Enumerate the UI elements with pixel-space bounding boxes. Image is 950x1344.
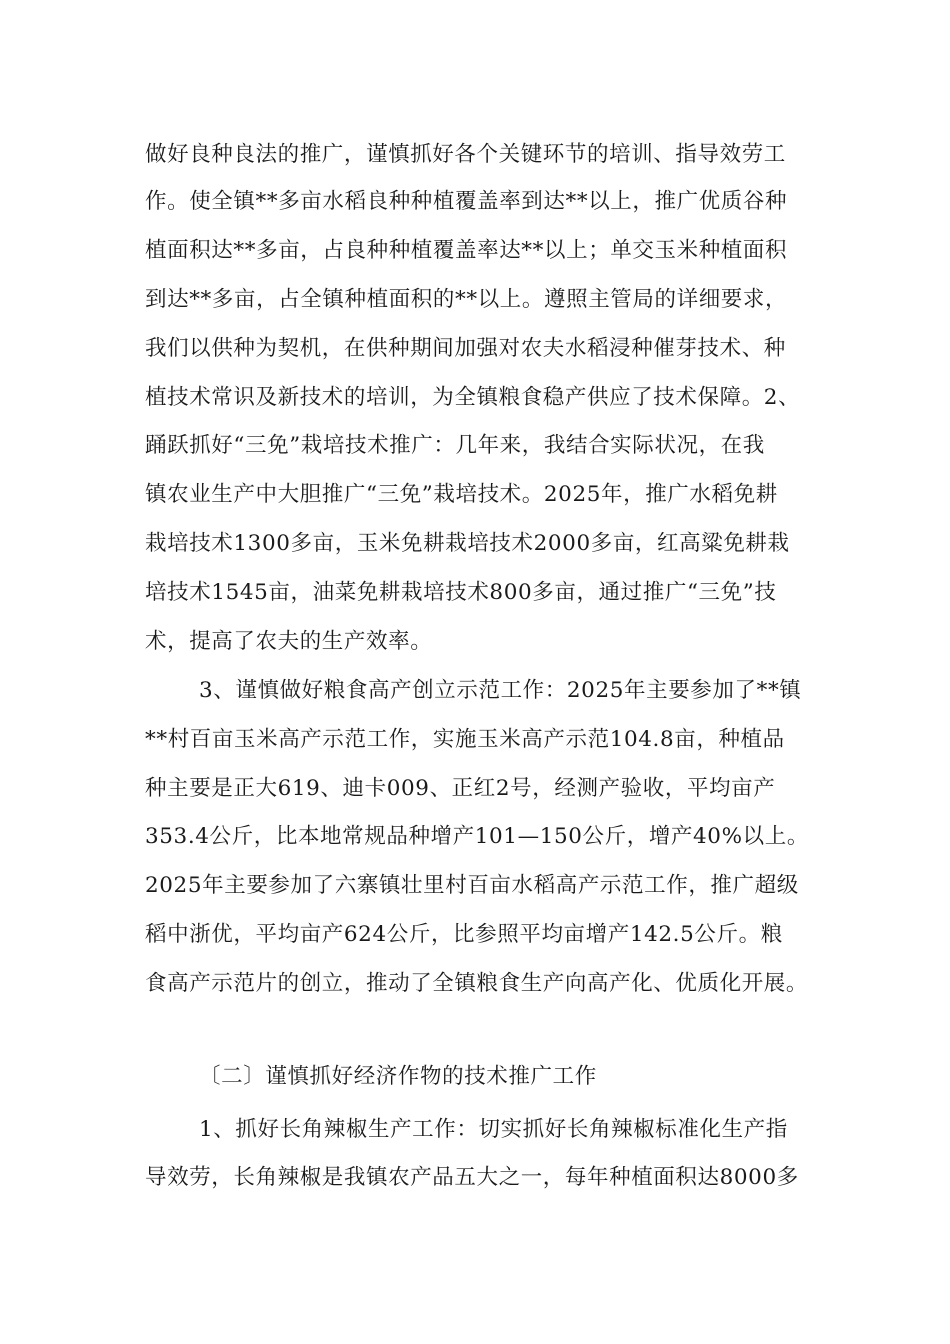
paragraph-start-line: 1、抓好长角辣椒生产工作：切实抓好长角辣椒标准化生产指 xyxy=(199,1117,788,1142)
body-text-line: 植面积达**多亩，占良种种植覆盖率达**以上；单交玉米种植面积 xyxy=(145,238,788,263)
body-text-line: 2025年主要参加了六寨镇壮里村百亩水稻高产示范工作，推广超级 xyxy=(145,873,799,898)
section-heading: 〔二〕谨慎抓好经济作物的技术推广工作 xyxy=(199,1064,597,1089)
body-text-line: 种主要是正大619、迪卡009、正红2号，经测产验收，平均亩产 xyxy=(145,776,776,801)
paragraph-start-line: 3、谨慎做好粮食高产创立示范工作：2025年主要参加了**镇 xyxy=(199,678,802,703)
body-text-line: 作。使全镇**多亩水稻良种种植覆盖率到达**以上，推广优质谷种 xyxy=(145,189,788,214)
body-text-line: 做好良种良法的推广，谨慎抓好各个关键环节的培训、指导效劳工 xyxy=(145,142,786,167)
body-text-line: **村百亩玉米高产示范工作，实施玉米高产示范104.8亩，种植品 xyxy=(145,727,785,752)
body-text-line: 植技术常识及新技术的培训，为全镇粮食稳产供应了技术保障。2、 xyxy=(145,385,801,410)
body-text-line: 稻中浙优，平均亩产624公斤，比参照平均亩增产142.5公斤。粮 xyxy=(145,922,783,947)
body-text-line: 镇农业生产中大胆推广“三免”栽培技术。2025年，推广水稻免耕 xyxy=(145,482,778,507)
body-text-line: 我们以供种为契机，在供种期间加强对农夫水稻浸种催芽技术、种 xyxy=(145,336,786,361)
body-text-line: 培技术1545亩，油菜免耕栽培技术800多亩，通过推广“三免”技 xyxy=(145,580,777,605)
body-text-line: 导效劳，长角辣椒是我镇农产品五大之一，每年种植面积达8000多 xyxy=(145,1165,799,1190)
body-text-line: 术，提高了农夫的生产效率。 xyxy=(145,629,433,654)
body-text-line: 踊跃抓好“三免”栽培技术推广：几年来，我结合实际状况，在我 xyxy=(145,433,765,458)
body-text-line: 栽培技术1300多亩，玉米免耕栽培技术2000多亩，红高粱免耕栽 xyxy=(145,531,790,556)
body-text-line: 353.4公斤，比本地常规品种增产101—150公斤，增产40%以上。 xyxy=(145,824,809,849)
body-text-line: 到达**多亩，占全镇种植面积的**以上。遵照主管局的详细要求， xyxy=(145,287,788,312)
body-text-line: 食高产示范片的创立，推动了全镇粮食生产向高产化、优质化开展。 xyxy=(145,971,809,996)
